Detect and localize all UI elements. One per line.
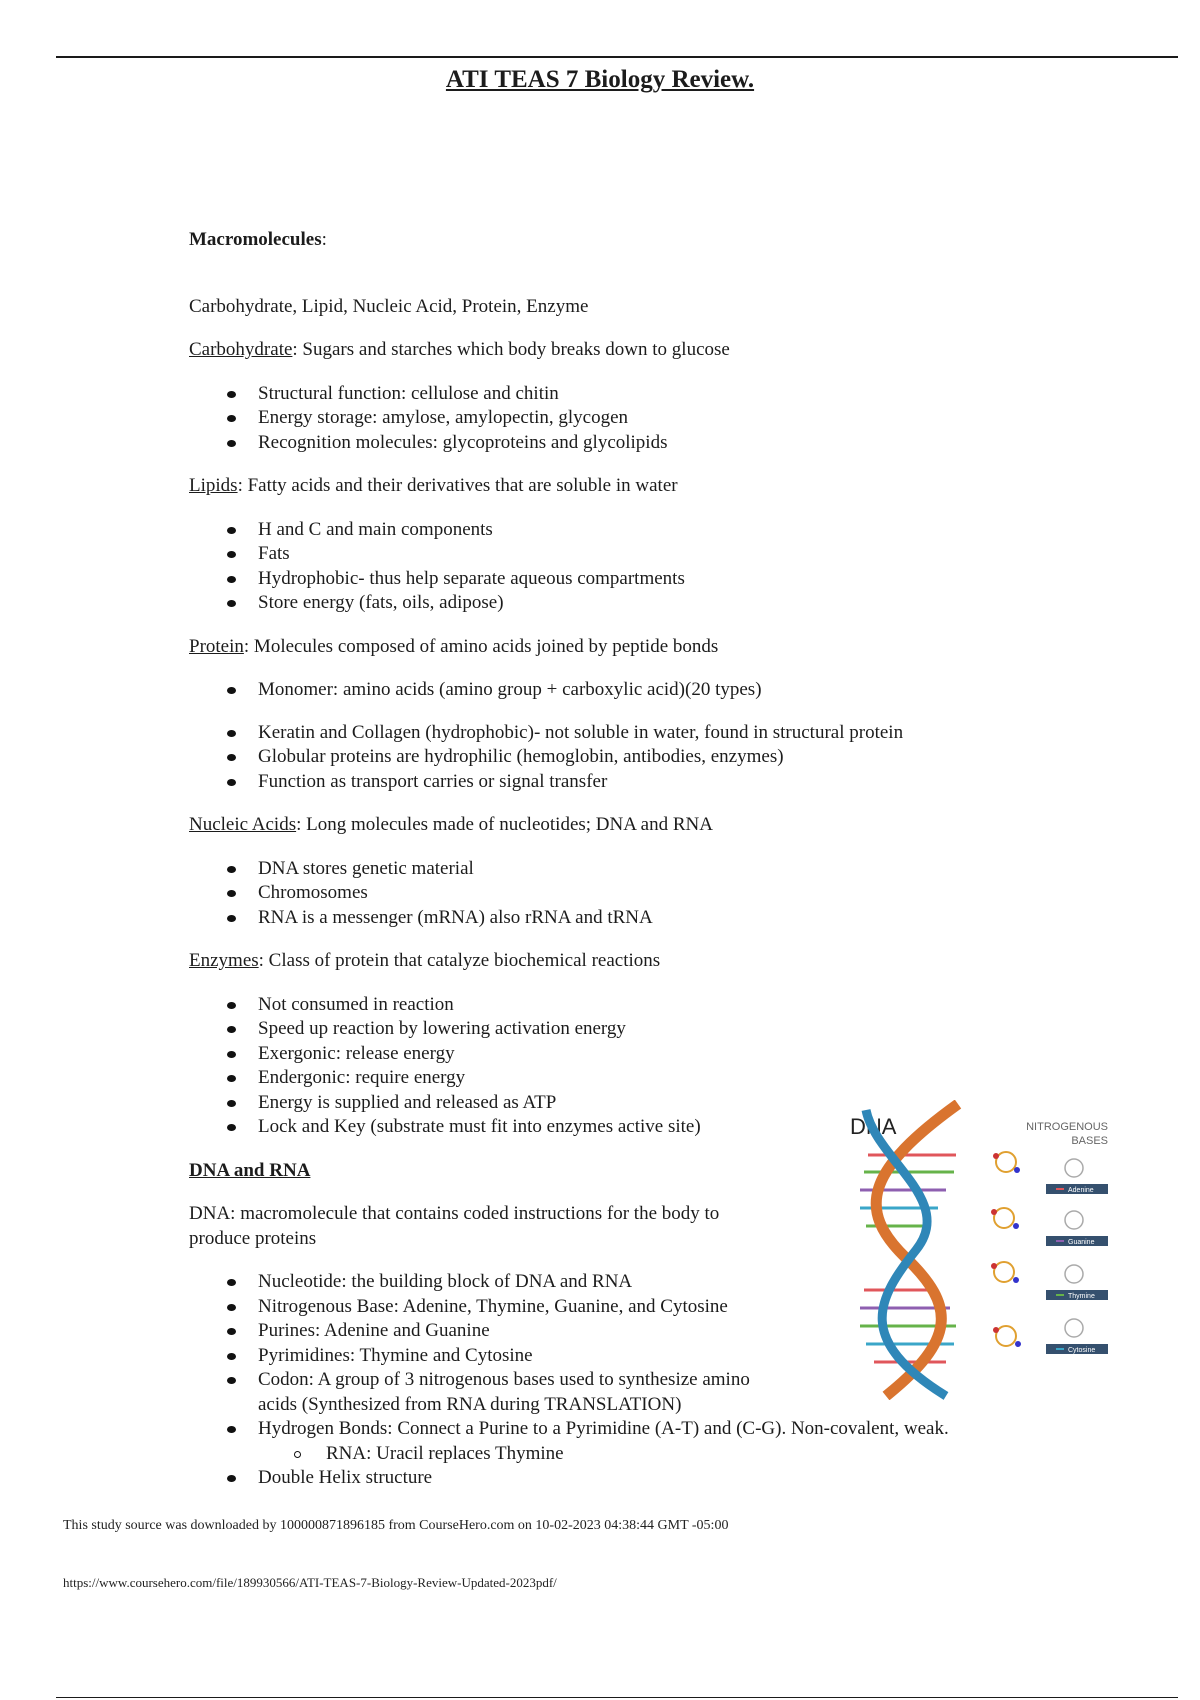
- list-item: Purines: Adenine and Guanine: [258, 1319, 1069, 1344]
- list-item: Energy is supplied and released as ATP: [258, 1091, 1069, 1116]
- list-item: Hydrogen Bonds: Connect a Purine to a Pyrimidine (A-T) and (C-G). Non-covalent, weak.: [258, 1417, 1069, 1442]
- dna-definition-line-1: DNA: macromolecule that contains coded instructions for the body to: [189, 1203, 720, 1224]
- list-item: Recognition molecules: glycoproteins and glycolipids: [258, 431, 1069, 456]
- page-title: ATI TEAS 7 Biology Review.: [445, 66, 755, 93]
- dna-figure-label: DNA: [850, 1114, 897, 1139]
- dna-rna-heading: DNA and RNA: [189, 1159, 311, 1181]
- list-item: Nucleotide: the building block of DNA and RNA: [258, 1270, 1069, 1295]
- bases-title-line-2: BASES: [1071, 1135, 1108, 1147]
- dna-sub-list: [189, 1442, 1069, 1467]
- list-item: Endergonic: require energy: [258, 1066, 1069, 1091]
- dna-illustration: [846, 1100, 1116, 1400]
- list-item: DNA stores genetic material: [258, 857, 1069, 882]
- list-item: Chromosomes: [258, 881, 1069, 906]
- top-rule: [56, 56, 1178, 58]
- list-item: Double Helix structure: [258, 1466, 1069, 1491]
- carbohydrate-definition: Carbohydrate: Sugars and starches which body breaks down to glucose: [189, 339, 730, 360]
- base-thymine: [991, 1262, 1108, 1300]
- list-item: Structural function: cellulose and chitin: [258, 382, 1069, 407]
- list-item: Lock and Key (substrate must fit into enzymes active site): [258, 1115, 1069, 1140]
- list-item: Globular proteins are hydrophilic (hemoglobin, antibodies, enzymes): [258, 745, 1069, 770]
- base-guanine: [991, 1208, 1108, 1246]
- list-item: Exergonic: release energy: [258, 1042, 1069, 1067]
- base-cytosine: [993, 1319, 1108, 1354]
- enzymes-definition: Enzymes: Class of protein that catalyze biochemical reactions: [189, 950, 661, 971]
- dna-definition-line-2: produce proteins: [189, 1227, 317, 1249]
- protein-list-b: [189, 721, 1069, 795]
- list-item: Store energy (fats, oils, adipose): [258, 591, 1069, 616]
- carbohydrate-list: [189, 382, 1069, 456]
- lipids-definition: Lipids: Fatty acids and their derivatives that are soluble in water: [189, 475, 678, 496]
- list-item: Nitrogenous Base: Adenine, Thymine, Guanine, and Cytosine: [258, 1295, 1069, 1320]
- list-item: Codon: A group of 3 nitrogenous bases used to synthesize amino acids (Synthesized from RNA during TRANSLATION): [258, 1368, 1069, 1417]
- bottom-rule: [56, 1697, 1178, 1698]
- list-item: Hydrophobic- thus help separate aqueous compartments: [258, 567, 1069, 592]
- list-item: RNA is a messenger (mRNA) also rRNA and tRNA: [258, 906, 1069, 931]
- protein-list-a: [189, 678, 1069, 703]
- macromolecules-heading: Macromolecules:: [189, 229, 327, 250]
- list-item: Keratin and Collagen (hydrophobic)- not soluble in water, found in structural protein: [258, 721, 1069, 746]
- nucleic-acids-list: [189, 857, 1069, 931]
- base-label: Adenine: [1068, 1187, 1094, 1194]
- download-notice: This study source was downloaded by 100000871896185 from CourseHero.com on 10-02-2023 04:38:44 GMT -05:00: [63, 1518, 729, 1533]
- list-item: H and C and main components: [258, 518, 1069, 543]
- list-item: Speed up reaction by lowering activation energy: [258, 1017, 1069, 1042]
- list-item: Function as transport carries or signal transfer: [258, 770, 1069, 795]
- lipids-list: [189, 518, 1069, 616]
- list-item: Fats: [258, 542, 1069, 567]
- protein-definition: Protein: Molecules composed of amino acids joined by peptide bonds: [189, 635, 719, 657]
- dna-rna-list-end: [189, 1466, 1069, 1491]
- base-adenine: [993, 1152, 1108, 1194]
- base-label: Guanine: [1068, 1239, 1095, 1246]
- list-item: Energy storage: amylose, amylopectin, glycogen: [258, 406, 1069, 431]
- list-item: Pyrimidines: Thymine and Cytosine: [258, 1344, 1069, 1369]
- macromolecules-list: Carbohydrate, Lipid, Nucleic Acid, Protein, Enzyme: [189, 295, 589, 317]
- list-item: Not consumed in reaction: [258, 993, 1069, 1018]
- list-item: RNA: Uracil replaces Thymine: [326, 1442, 1069, 1467]
- bases-legend: [991, 1152, 1108, 1354]
- base-label: Cytosine: [1068, 1347, 1096, 1354]
- base-label: Thymine: [1068, 1293, 1095, 1300]
- nucleic-acids-definition: Nucleic Acids: Long molecules made of nucleotides; DNA and RNA: [189, 814, 713, 835]
- list-item: Monomer: amino acids (amino group + carboxylic acid)(20 types): [258, 678, 1069, 703]
- source-url: https://www.coursehero.com/file/189930566/ATI-TEAS-7-Biology-Review-Updated-2023pdf/: [63, 1575, 557, 1590]
- bases-title-line-1: NITROGENOUS: [1026, 1121, 1108, 1133]
